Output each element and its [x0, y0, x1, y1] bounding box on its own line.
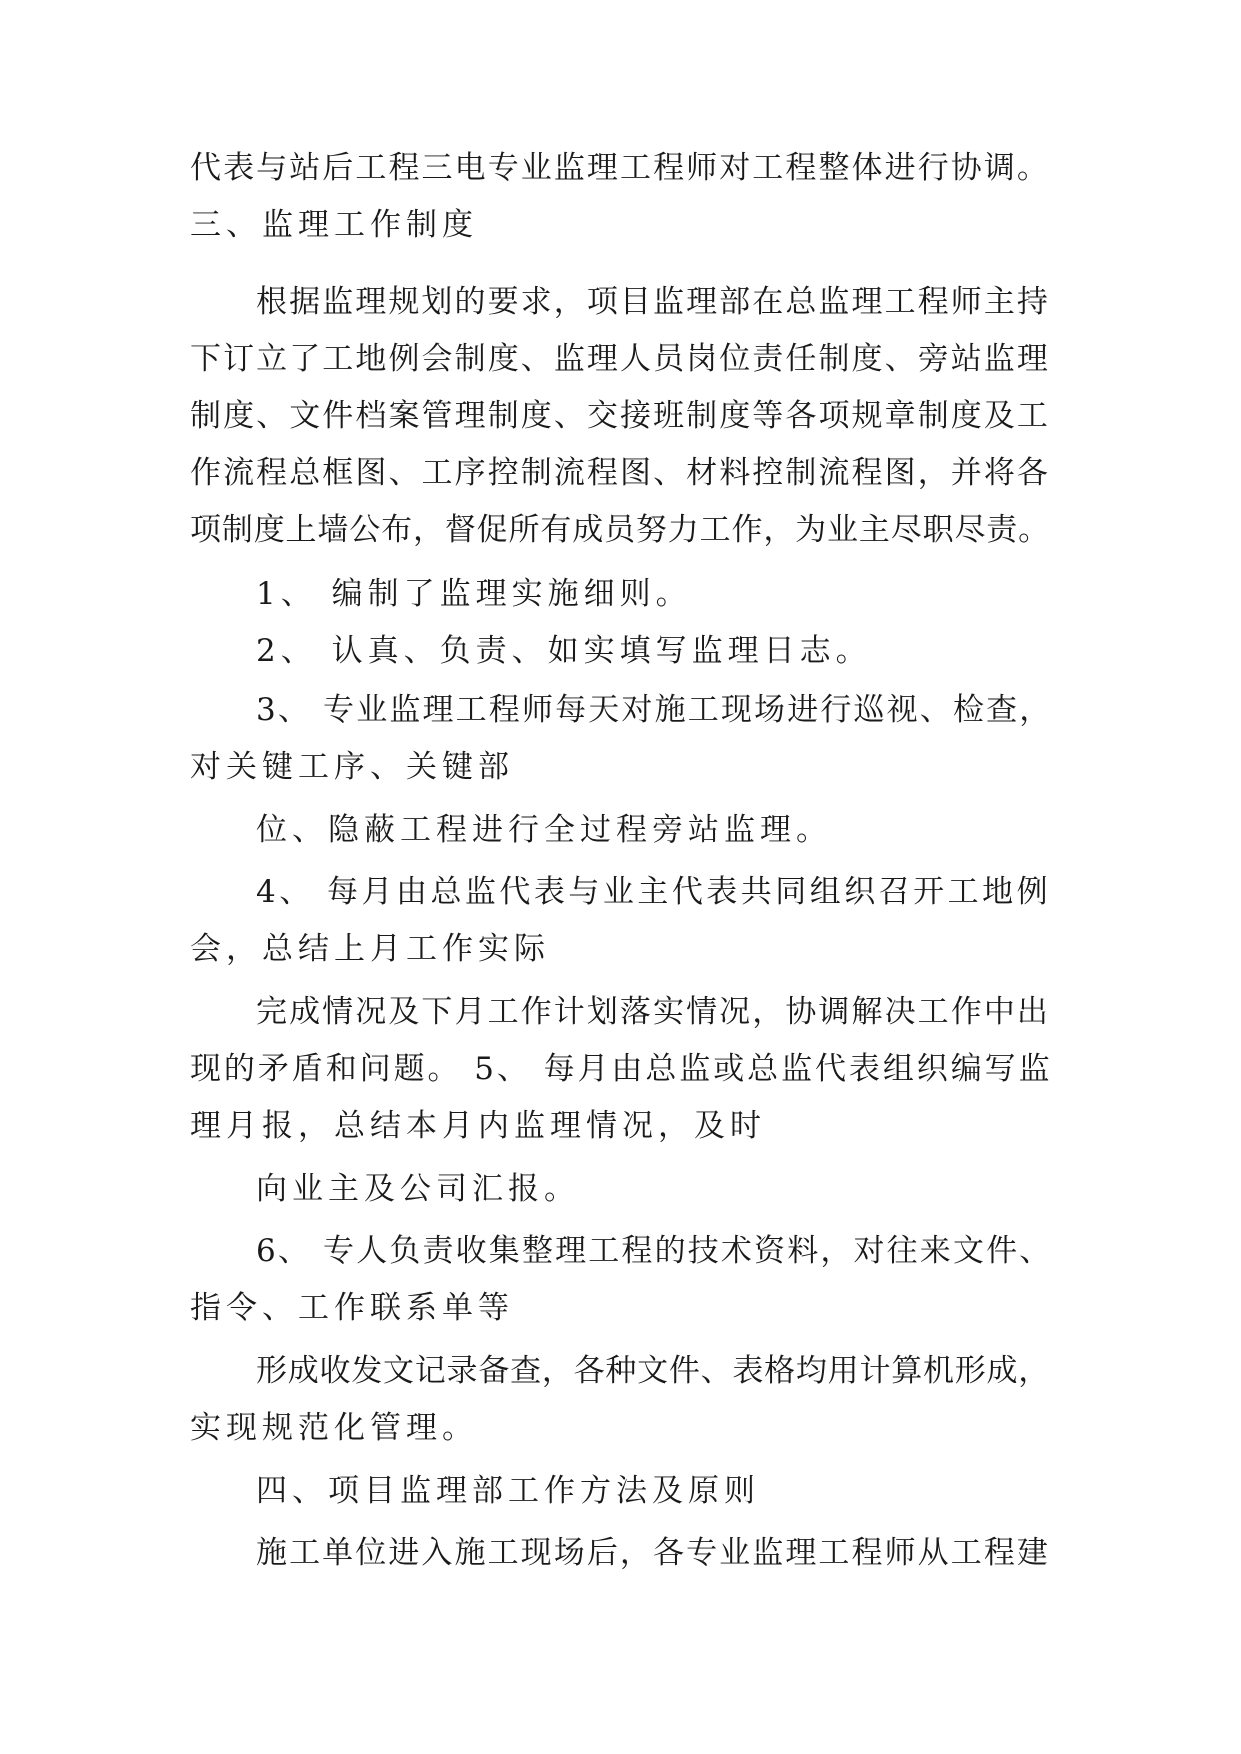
text-line: 项制度上墙公布，督促所有成员努力工作，为业主尽职尽责。 [190, 512, 1050, 548]
text-line: 会，总结上月工作实际 [190, 931, 550, 967]
list-item: 3、 专业监理工程师每天对施工现场进行巡视、检查， [256, 692, 1053, 728]
text-line: 代表与站后工程三电专业监理工程师对工程整体进行协调。 [190, 150, 1050, 186]
text-line: 制度、文件档案管理制度、交接班制度等各项规章制度及工 [190, 398, 1050, 434]
text-line: 作流程总框图、工序控制流程图、材料控制流程图，并将各 [190, 455, 1050, 491]
text-line: 根据监理规划的要求，项目监理部在总监理工程师主持 [256, 284, 1050, 320]
text-line: 下订立了工地例会制度、监理人员岗位责任制度、旁站监理 [190, 341, 1050, 377]
section-heading: 四、项目监理部工作方法及原则 [256, 1473, 760, 1509]
text-line: 现的矛盾和问题。 5、 每月由总监或总监代表组织编写监 [190, 1051, 1053, 1087]
text-line: 指令、工作联系单等 [190, 1290, 514, 1326]
text-line: 完成情况及下月工作计划落实情况，协调解决工作中出 [256, 994, 1050, 1030]
section-heading: 三、监理工作制度 [190, 207, 478, 243]
list-item: 6、 专人负责收集整理工程的技术资料，对往来文件、 [256, 1233, 1053, 1269]
text-line: 形成收发文记录备查，各种文件、表格均用计算机形成， [256, 1353, 1050, 1389]
text-line: 实现规范化管理。 [190, 1410, 478, 1446]
text-line: 位、隐蔽工程进行全过程旁站监理。 [256, 812, 832, 848]
text-line: 向业主及公司汇报。 [256, 1171, 580, 1207]
text-line: 理月报，总结本月内监理情况，及时 [190, 1108, 766, 1144]
text-line: 对关键工序、关键部 [190, 749, 514, 785]
list-item: 1、 编制了监理实施细则。 [256, 576, 692, 612]
text-line: 施工单位进入施工现场后，各专业监理工程师从工程建 [256, 1535, 1050, 1571]
list-item: 4、 每月由总监代表与业主代表共同组织召开工地例 [256, 874, 1052, 910]
list-item: 2、 认真、负责、如实填写监理日志。 [256, 633, 872, 669]
